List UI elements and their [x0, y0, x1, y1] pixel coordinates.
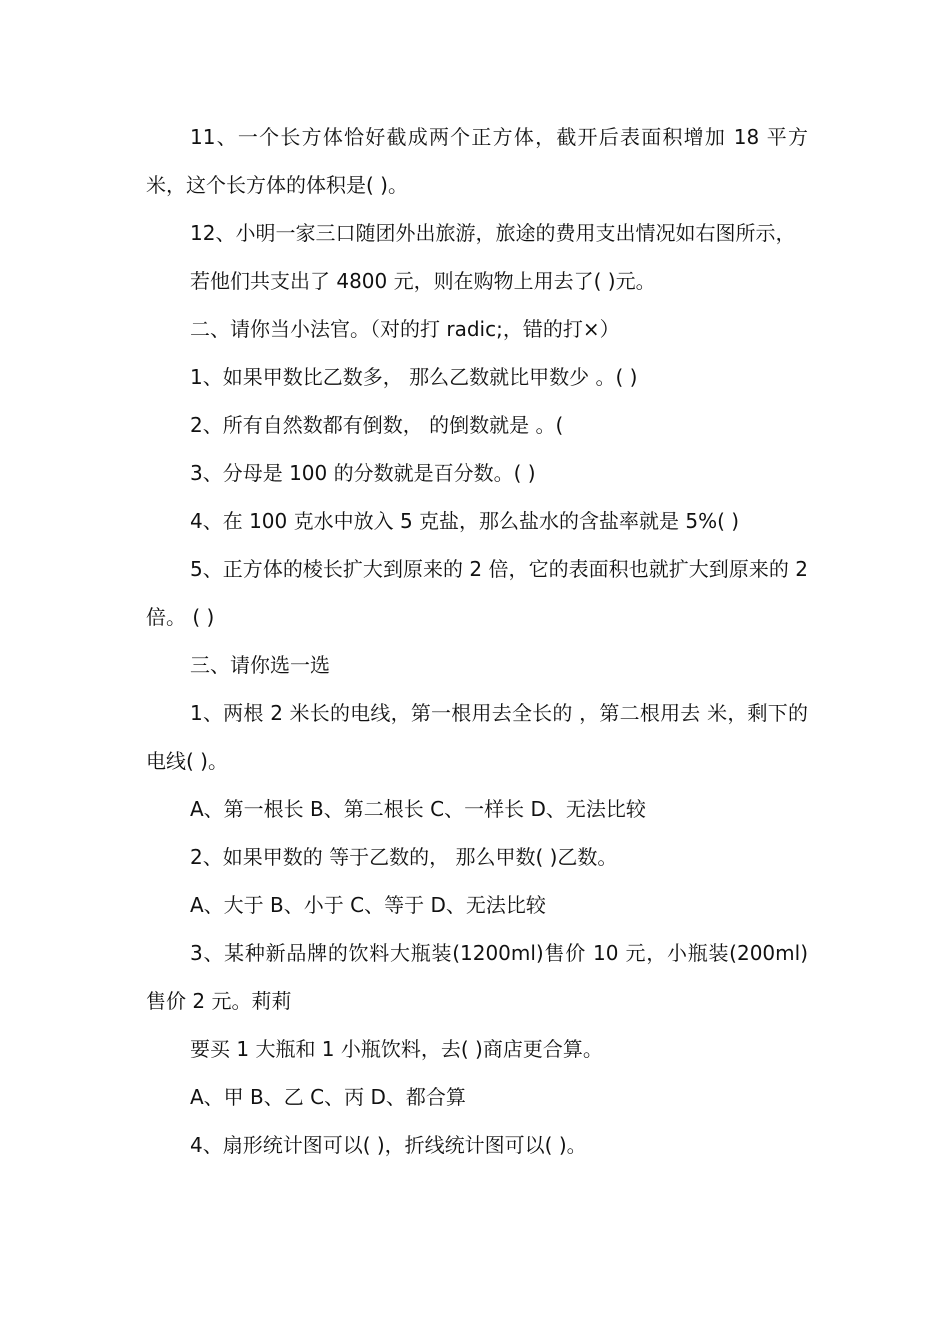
judge-item-2: 2、所有自然数都有倒数， 的倒数就是 。( [190, 413, 564, 437]
question-12-continued: 若他们共支出了 4800 元，则在购物上用去了( )元。 [190, 269, 656, 293]
question-12: 12、小明一家三口随团外出旅游，旅途的费用支出情况如右图所示， [190, 221, 796, 245]
document-body [146, 113, 808, 1169]
choice-options-2: A、大于 B、小于 C、等于 D、无法比较 [190, 893, 546, 917]
choice-question-3-continued: 要买 1 大瓶和 1 小瓶饮料，去( )商店更合算。 [190, 1037, 603, 1061]
choice-question-1: 1、两根 2 米长的电线，第一根用去全长的 ，第二根用去 米，剩下的电线( )。 [146, 701, 808, 773]
judge-item-4: 4、在 100 克水中放入 5 克盐，那么盐水的含盐率就是 5%( ) [190, 509, 740, 533]
section-2-heading: 二、请你当小法官。（对的打 radic;，错的打×） [190, 317, 620, 341]
choice-question-4: 4、扇形统计图可以( )，折线统计图可以( )。 [190, 1133, 587, 1157]
judge-item-1: 1、如果甲数比乙数多， 那么乙数就比甲数少 。( ) [190, 365, 638, 389]
question-11: 11、一个长方体恰好截成两个正方体，截开后表面积增加 18 平方米，这个长方体的体积是( )。 [146, 125, 808, 197]
choice-question-2: 2、如果甲数的 等于乙数的， 那么甲数( )乙数。 [190, 845, 618, 869]
choice-question-3: 3、某种新品牌的饮料大瓶装(1200ml)售价 10 元，小瓶装(200ml)售价 2 元。莉莉 [146, 941, 808, 1013]
section-3-heading: 三、请你选一选 [190, 653, 330, 677]
choice-options-3: A、甲 B、乙 C、丙 D、都合算 [190, 1085, 466, 1109]
choice-options-1: A、第一根长 B、第二根长 C、一样长 D、无法比较 [190, 797, 646, 821]
judge-item-5: 5、正方体的棱长扩大到原来的 2 倍，它的表面积也就扩大到原来的 2 倍。 ( ) [146, 557, 808, 629]
judge-item-3: 3、分母是 100 的分数就是百分数。( ) [190, 461, 536, 485]
